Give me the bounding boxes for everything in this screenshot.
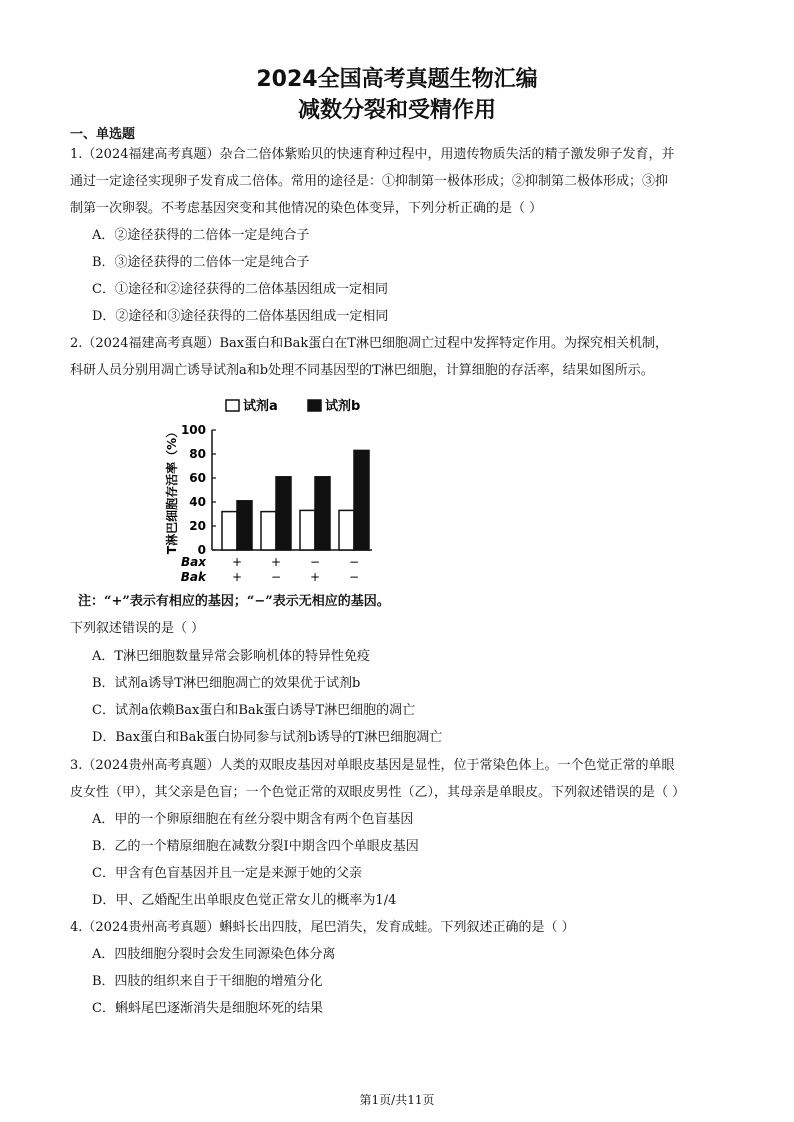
chart-note: 注：“+”表示有相应的基因；“−”表示无相应的基因。 xyxy=(78,594,390,609)
genotype-symbol: + xyxy=(231,570,243,584)
q2-question: 下列叙述错误的是（ ） xyxy=(70,621,205,636)
q2-stem-line: 科研人员分别用凋亡诱导试剂a和b处理不同基因型的T淋巴细胞，计算细胞的存活率，结果如图所示。 xyxy=(70,363,654,378)
bar xyxy=(261,512,276,550)
genotype-symbol: − xyxy=(270,570,282,584)
q1-option-d: D．②途径和③途径获得的二倍体基因组成一定相同 xyxy=(92,309,389,324)
section-heading: 一、单选题 xyxy=(70,127,136,142)
genotype-symbol: + xyxy=(270,555,282,569)
y-axis-label: T淋巴细胞存活率（%） xyxy=(165,425,179,555)
genotype-symbol: + xyxy=(309,570,321,584)
q1-stem-line: 通过一定途径实现卵子发育成二倍体。常用的途径是：①抑制第一极体形成；②抑制第二极体形成；③抑 xyxy=(70,174,669,189)
bar xyxy=(276,477,291,550)
bar xyxy=(315,477,330,550)
q1-stem-line: 1.（2024福建高考真题）杂合二倍体紫贻贝的快速育种过程中，用遗传物质失活的精子激发卵子发育，并 xyxy=(70,147,675,162)
bar xyxy=(339,510,354,550)
y-tick-label: 40 xyxy=(189,495,206,509)
legend-label: 试剂b xyxy=(325,399,361,414)
legend-label: 试剂a xyxy=(243,399,278,414)
q4-option-a: A．四肢细胞分裂时会发生同源染色体分离 xyxy=(92,947,336,962)
q4-option-c: C．蝌蚪尾巴逐渐消失是细胞坏死的结果 xyxy=(92,1001,323,1016)
q2-option-d: D．Bax蛋白和Bak蛋白协同参与试剂b诱导的T淋巴细胞凋亡 xyxy=(92,730,443,745)
q3-option-d: D．甲、乙婚配生出单眼皮色觉正常女儿的概率为1/4 xyxy=(92,893,397,908)
q3-stem-line: 3.（2024贵州高考真题）人类的双眼皮基因对单眼皮基因是显性，位于常染色体上。一个色觉正常的单眼 xyxy=(70,758,675,773)
bar xyxy=(237,501,252,550)
q4-stem-line: 4.（2024贵州高考真题）蝌蚪长出四肢，尾巴消失，发育成蛙。下列叙述正确的是（ ） xyxy=(70,920,575,935)
genotype-row-label: Bak xyxy=(180,570,206,584)
q1-option-c: C．①途径和②途径获得的二倍体基因组成一定相同 xyxy=(92,282,388,297)
y-tick-label: 80 xyxy=(189,447,206,461)
genotype-symbol: − xyxy=(348,555,360,569)
y-tick-label: 20 xyxy=(189,519,206,533)
legend-swatch xyxy=(226,400,239,411)
q2-option-a: A．T淋巴细胞数量异常会影响机体的特异性免疫 xyxy=(92,649,371,664)
genotype-row-label: Bax xyxy=(181,555,206,569)
q2-option-b: B．试剂a诱导T淋巴细胞凋亡的效果优于试剂b xyxy=(92,676,361,691)
q1-option-b: B．③途径获得的二倍体一定是纯合子 xyxy=(92,255,310,270)
q3-option-a: A．甲的一个卵原细胞在有丝分裂中期含有两个色盲基因 xyxy=(92,812,414,827)
document-subtitle: 减数分裂和受精作用 xyxy=(297,98,496,123)
q3-option-c: C．甲含有色盲基因并且一定是来源于她的父亲 xyxy=(92,866,362,881)
genotype-symbol: + xyxy=(231,555,243,569)
y-tick-label: 0 xyxy=(197,543,206,557)
genotype-symbol: − xyxy=(348,570,360,584)
y-tick-label: 60 xyxy=(189,471,206,485)
legend-swatch xyxy=(308,400,321,411)
page-footer: 第1页/共11页 xyxy=(359,1093,435,1107)
document-title: 2024全国高考真题生物汇编 xyxy=(256,67,538,92)
y-tick-label: 100 xyxy=(180,423,206,437)
q2-option-c: C．试剂a依赖Bax蛋白和Bak蛋白诱导T淋巴细胞的凋亡 xyxy=(92,703,416,718)
q1-option-a: A．②途径获得的二倍体一定是纯合子 xyxy=(92,228,310,243)
q3-option-b: B．乙的一个精原细胞在减数分裂Ⅰ中期含四个单眼皮基因 xyxy=(92,839,419,854)
survival-bar-chart xyxy=(160,392,390,588)
bar xyxy=(222,512,237,550)
bar xyxy=(300,510,315,550)
q4-option-b: B．四肢的组织来自于干细胞的增殖分化 xyxy=(92,974,323,989)
q3-stem-line: 皮女性（甲），其父亲是色盲；一个色觉正常的双眼皮男性（乙），其母亲是单眼皮。下列叙述错误的是（ ） xyxy=(70,785,686,800)
bar xyxy=(354,450,369,550)
q1-stem-line: 制第一次卵裂。不考虑基因突变和其他情况的染色体变异，下列分析正确的是（ ） xyxy=(70,201,543,216)
q2-stem-line: 2.（2024福建高考真题）Bax蛋白和Bak蛋白在T淋巴细胞凋亡过程中发挥特定作用。为探究相关机制， xyxy=(70,336,668,351)
genotype-symbol: − xyxy=(309,555,321,569)
